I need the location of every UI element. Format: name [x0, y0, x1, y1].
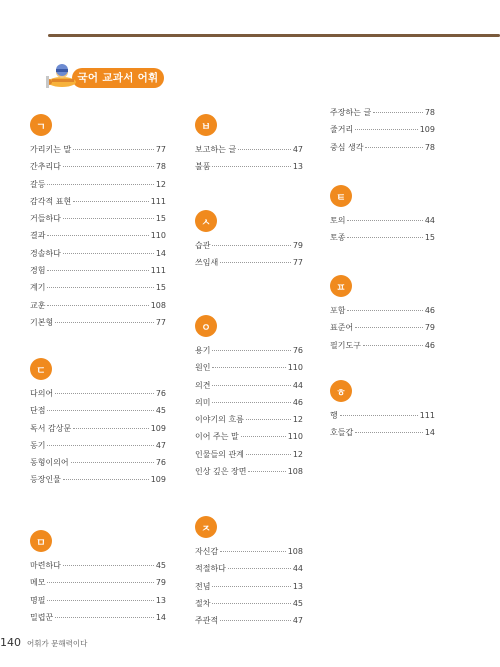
entry-page-number: 109 — [150, 475, 166, 485]
dot-leader — [63, 565, 154, 566]
index-entry — [195, 431, 303, 448]
entry-page-number: 13 — [292, 162, 303, 172]
index-entry — [330, 124, 435, 141]
entry-page-number: 15 — [424, 233, 435, 243]
section-letter-badge: ㅈ — [195, 516, 217, 538]
dot-leader — [355, 327, 423, 328]
index-entry — [30, 282, 166, 299]
entry-page-number: 77 — [155, 145, 166, 154]
index-entry — [195, 466, 303, 483]
dot-leader — [373, 112, 423, 113]
entry-page-number: 78 — [155, 162, 166, 172]
dot-leader — [248, 471, 285, 472]
index-entry — [195, 144, 303, 161]
entry-word: 거들하다 — [30, 214, 61, 224]
entry-page-number: 76 — [155, 389, 166, 398]
index-entry — [195, 449, 303, 466]
index-section — [30, 358, 166, 492]
entry-word: 이어 주는 말 — [195, 432, 239, 442]
section-title-badge — [44, 60, 164, 94]
dot-leader — [47, 270, 148, 271]
index-entry — [30, 144, 166, 161]
dot-leader — [47, 445, 153, 446]
dot-leader — [73, 201, 149, 202]
index-entry — [30, 179, 166, 196]
entry-word: 독서 감상문 — [30, 423, 72, 433]
entry-page-number: 45 — [155, 406, 166, 416]
index-section — [195, 315, 303, 483]
index-entry — [330, 322, 435, 339]
entry-word: 간추리다 — [30, 162, 61, 172]
dot-leader — [212, 367, 285, 368]
dot-leader — [55, 617, 154, 618]
dot-leader — [212, 350, 290, 351]
index-entry — [30, 317, 166, 334]
entry-page-number: 76 — [292, 346, 303, 355]
entry-word: 줄거리 — [330, 125, 354, 135]
dot-leader — [220, 262, 291, 263]
entry-word: 표준어 — [330, 323, 354, 333]
dot-leader — [63, 166, 154, 167]
dot-leader — [47, 410, 153, 411]
index-entry — [30, 213, 166, 230]
entry-word: 이야기의 흐름 — [195, 415, 244, 425]
dot-leader — [47, 235, 148, 236]
index-entry — [30, 457, 166, 474]
dot-leader — [55, 393, 154, 394]
entry-word: 포함 — [330, 306, 346, 315]
entry-word: 동기 — [30, 440, 46, 450]
dot-leader — [347, 220, 422, 221]
dot-leader — [212, 166, 290, 167]
entry-page-number: 108 — [287, 467, 303, 477]
index-entry — [195, 546, 303, 563]
entry-word: 용기 — [195, 346, 211, 355]
dot-leader — [246, 419, 291, 420]
section-letter-badge: ㅅ — [195, 210, 217, 232]
entry-page-number: 111 — [150, 266, 166, 276]
section-letter-badge: ㅇ — [195, 315, 217, 337]
dot-leader — [63, 253, 154, 254]
index-section — [330, 107, 435, 159]
dot-leader — [47, 600, 153, 601]
entry-page-number: 44 — [292, 380, 303, 390]
top-rule — [48, 34, 500, 37]
index-entry — [30, 440, 166, 457]
index-entry — [195, 380, 303, 397]
index-entry — [195, 414, 303, 431]
entry-page-number: 76 — [155, 458, 166, 468]
index-entry — [30, 595, 166, 612]
dot-leader — [212, 603, 290, 604]
index-entry — [30, 230, 166, 247]
dot-leader — [71, 462, 154, 463]
entry-word: 기본형 — [30, 317, 54, 327]
dot-leader — [55, 322, 154, 323]
entry-page-number: 79 — [292, 241, 303, 250]
entry-page-number: 12 — [155, 179, 166, 189]
index-entry — [30, 474, 166, 491]
entry-page-number: 79 — [424, 323, 435, 333]
index-entry — [330, 427, 435, 444]
entry-word: 계기 — [30, 283, 46, 293]
dot-leader — [355, 432, 423, 433]
index-entry — [30, 388, 166, 405]
index-entry — [30, 248, 166, 265]
airplane-character-icon — [44, 60, 84, 94]
dot-leader — [212, 586, 290, 587]
index-entry — [30, 300, 166, 317]
dot-leader — [228, 568, 291, 569]
dot-leader — [212, 402, 290, 403]
entry-word: 호들갑 — [330, 428, 354, 438]
entry-word: 행 — [330, 411, 338, 420]
entry-word: 명필 — [30, 595, 46, 605]
entry-page-number: 45 — [155, 561, 166, 570]
index-entry — [195, 563, 303, 580]
entry-page-number: 111 — [150, 196, 166, 206]
entry-word: 갈등 — [30, 179, 46, 189]
entry-page-number: 47 — [292, 145, 303, 154]
index-entry — [195, 397, 303, 414]
index-entry — [30, 161, 166, 178]
entry-page-number: 77 — [292, 258, 303, 268]
entry-page-number: 14 — [155, 248, 166, 258]
entry-page-number: 78 — [424, 142, 435, 152]
entry-page-number: 110 — [150, 231, 166, 241]
index-section — [330, 185, 435, 250]
index-entry — [30, 265, 166, 282]
entry-word: 감각적 표현 — [30, 196, 72, 206]
index-entry — [195, 345, 303, 362]
dot-leader — [212, 245, 290, 246]
entry-page-number: 15 — [155, 214, 166, 224]
entry-word: 경험 — [30, 266, 46, 276]
entry-word: 교훈 — [30, 300, 46, 310]
entry-word: 쓰임새 — [195, 258, 219, 268]
section-letter-badge: ㅍ — [330, 275, 352, 297]
dot-leader — [220, 620, 291, 621]
index-entry — [30, 196, 166, 213]
index-entry — [195, 615, 303, 632]
entry-word: 전념 — [195, 581, 211, 591]
dot-leader — [220, 551, 286, 552]
dot-leader — [63, 479, 149, 480]
entry-word: 동형이의어 — [30, 458, 69, 468]
section-letter-badge: ㅌ — [330, 185, 352, 207]
entry-page-number: 110 — [287, 363, 303, 373]
entry-page-number: 77 — [155, 317, 166, 327]
index-entry — [30, 612, 166, 629]
index-entry — [330, 340, 435, 357]
dot-leader — [241, 436, 286, 437]
index-entry — [30, 577, 166, 594]
entry-word: 다의어 — [30, 389, 54, 398]
dot-leader — [47, 287, 153, 288]
section-letter-badge: ㅂ — [195, 114, 217, 136]
dot-leader — [246, 454, 291, 455]
entry-page-number: 13 — [155, 595, 166, 605]
page-footer — [0, 636, 87, 650]
index-entry — [330, 232, 435, 249]
entry-word: 인상 깊은 장면 — [195, 467, 247, 477]
entry-word: 원인 — [195, 363, 211, 373]
entry-page-number: 12 — [292, 415, 303, 425]
entry-page-number: 111 — [419, 411, 435, 420]
entry-word: 의미 — [195, 397, 211, 407]
entry-page-number: 79 — [155, 578, 166, 588]
index-section — [195, 516, 303, 632]
entry-word: 토종 — [330, 233, 346, 243]
dot-leader — [355, 129, 418, 130]
index-entry — [195, 257, 303, 274]
entry-word: 자신감 — [195, 547, 219, 556]
section-letter-badge: ㅁ — [30, 530, 52, 552]
entry-word: 가리키는 말 — [30, 145, 72, 154]
entry-page-number: 110 — [287, 432, 303, 442]
entry-page-number: 47 — [155, 440, 166, 450]
dot-leader — [340, 415, 418, 416]
dot-leader — [347, 237, 422, 238]
index-entry — [30, 405, 166, 422]
entry-word: 결과 — [30, 231, 46, 241]
dot-leader — [63, 218, 154, 219]
entry-word: 보고하는 글 — [195, 145, 237, 154]
entry-word: 중심 생각 — [330, 142, 364, 152]
index-section — [30, 530, 166, 629]
entry-page-number: 47 — [292, 616, 303, 626]
section-letter-badge: ㅎ — [330, 380, 352, 402]
entry-word: 토의 — [330, 216, 346, 225]
index-entry — [195, 362, 303, 379]
entry-word: 마련하다 — [30, 561, 61, 570]
index-section — [330, 275, 435, 357]
section-title: 국어 교과서 어휘 — [72, 68, 164, 88]
section-letter-badge: ㄷ — [30, 358, 52, 380]
entry-word: 인물들의 관계 — [195, 449, 244, 459]
section-letter-badge: ㄱ — [30, 114, 52, 136]
index-section — [195, 114, 303, 179]
entry-page-number: 12 — [292, 449, 303, 459]
page-number: 140 — [0, 636, 21, 649]
entry-word: 절차 — [195, 598, 211, 608]
index-section — [195, 210, 303, 275]
entry-page-number: 44 — [424, 216, 435, 225]
entry-word: 필기도구 — [330, 340, 361, 350]
entry-word: 단점 — [30, 406, 46, 416]
index-entry — [195, 598, 303, 615]
entry-page-number: 108 — [287, 547, 303, 556]
index-entry — [30, 423, 166, 440]
entry-word: 등장인물 — [30, 475, 61, 485]
dot-leader — [365, 147, 422, 148]
dot-leader — [73, 149, 154, 150]
index-section — [30, 114, 166, 334]
entry-page-number: 14 — [424, 428, 435, 438]
entry-word: 밀렵꾼 — [30, 612, 54, 622]
entry-page-number: 45 — [292, 598, 303, 608]
entry-page-number: 109 — [419, 125, 435, 135]
index-entry — [195, 161, 303, 178]
index-section — [330, 380, 435, 445]
index-entry — [195, 581, 303, 598]
dot-leader — [347, 310, 422, 311]
dot-leader — [363, 345, 423, 346]
index-entry — [30, 560, 166, 577]
index-entry — [195, 240, 303, 257]
index-entry — [330, 107, 435, 124]
entry-page-number: 46 — [292, 397, 303, 407]
index-entry — [330, 410, 435, 427]
index-entry — [330, 215, 435, 232]
entry-page-number: 44 — [292, 564, 303, 574]
entry-word: 주관적 — [195, 616, 219, 626]
entry-word: 주장하는 글 — [330, 108, 372, 117]
entry-word: 적절하다 — [195, 564, 226, 574]
index-entry — [330, 142, 435, 159]
entry-word: 습관 — [195, 241, 211, 250]
dot-leader — [212, 385, 290, 386]
entry-page-number: 108 — [150, 300, 166, 310]
book-title: 어휘가 문해력이다 — [27, 639, 88, 648]
dot-leader — [47, 184, 153, 185]
dot-leader — [47, 305, 148, 306]
entry-page-number: 13 — [292, 581, 303, 591]
entry-page-number: 46 — [424, 340, 435, 350]
dot-leader — [73, 428, 149, 429]
entry-word: 불품 — [195, 162, 211, 172]
entry-page-number: 46 — [424, 306, 435, 315]
dot-leader — [47, 582, 153, 583]
entry-word: 경솔하다 — [30, 248, 61, 258]
dot-leader — [238, 149, 291, 150]
entry-page-number: 109 — [150, 423, 166, 433]
entry-page-number: 15 — [155, 283, 166, 293]
index-entry — [330, 305, 435, 322]
entry-word: 의견 — [195, 380, 211, 390]
entry-page-number: 78 — [424, 108, 435, 117]
entry-page-number: 14 — [155, 612, 166, 622]
entry-word: 메모 — [30, 578, 46, 588]
